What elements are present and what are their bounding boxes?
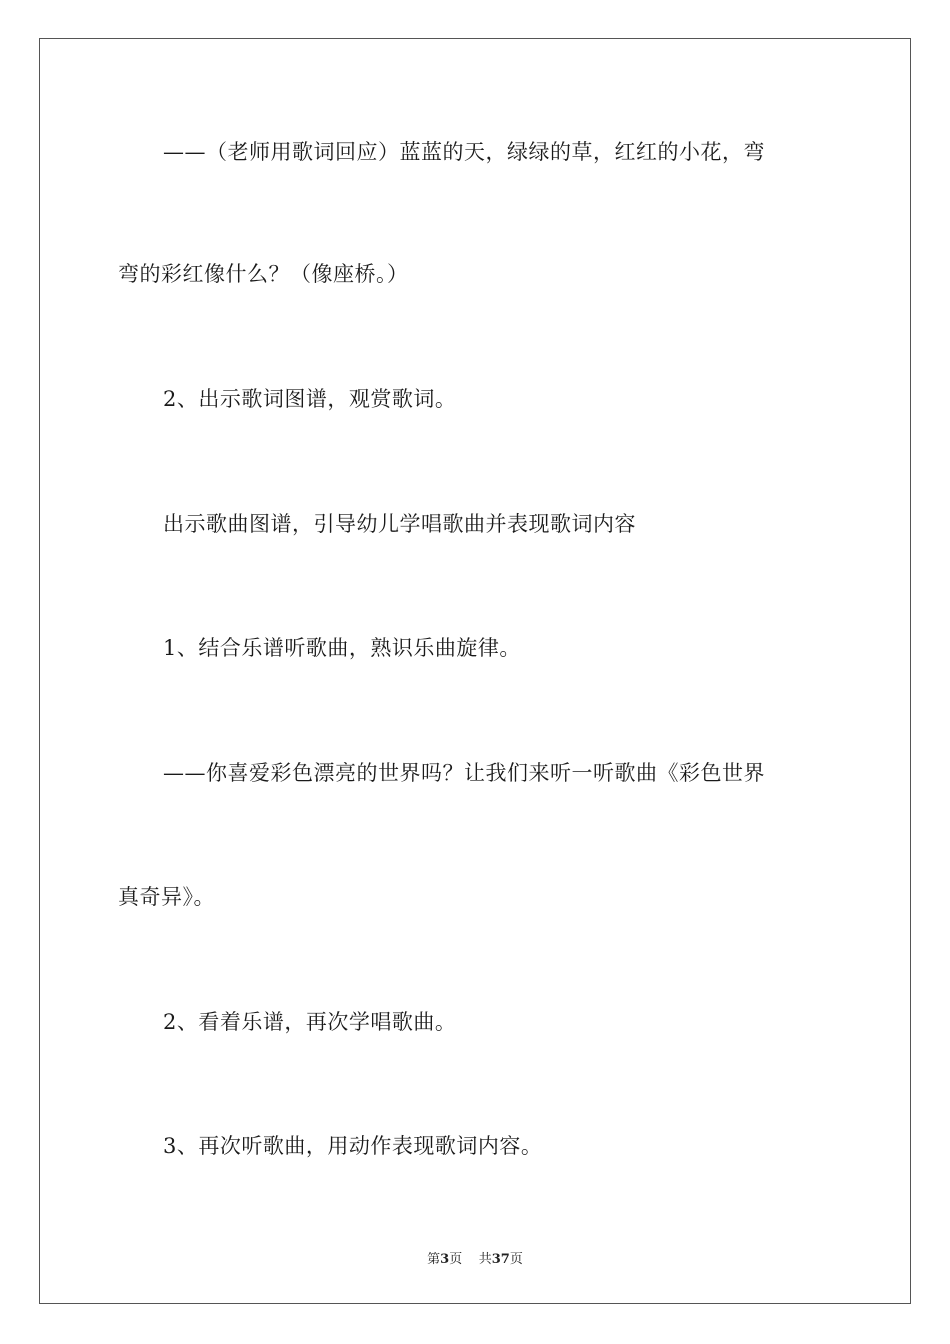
footer-total-prefix: 共 [478, 1252, 492, 1267]
paragraph-line-2: 弯的彩红像什么？（像座桥。） [118, 262, 409, 286]
page-footer [0, 1248, 950, 1267]
paragraph-line-1: ——（老师用歌词回应）蓝蓝的天，绿绿的草，红红的小花，弯 [163, 140, 765, 164]
paragraph-line-8: 2、看着乐谱，再次学唱歌曲。 [163, 1010, 457, 1034]
paragraph-line-4: 出示歌曲图谱，引导幼儿学唱歌曲并表现歌词内容 [163, 512, 636, 536]
paragraph-line-3: 2、出示歌词图谱，观赏歌词。 [163, 387, 457, 411]
footer-current-page: 3 [440, 1252, 450, 1267]
paragraph-line-5: 1、结合乐谱听歌曲，熟识乐曲旋律。 [163, 636, 521, 660]
paragraph-line-9: 3、再次听歌曲，用动作表现歌词内容。 [163, 1134, 543, 1158]
footer-total-suffix: 页 [509, 1252, 523, 1267]
footer-page-word: 页 [449, 1252, 463, 1267]
paragraph-line-6: ——你喜爱彩色漂亮的世界吗？让我们来听一听歌曲《彩色世界 [163, 761, 765, 785]
footer-total-pages: 37 [491, 1252, 510, 1267]
paragraph-line-7: 真奇异》。 [118, 885, 215, 909]
footer-prefix: 第 [427, 1252, 441, 1267]
page-frame [39, 38, 911, 1304]
